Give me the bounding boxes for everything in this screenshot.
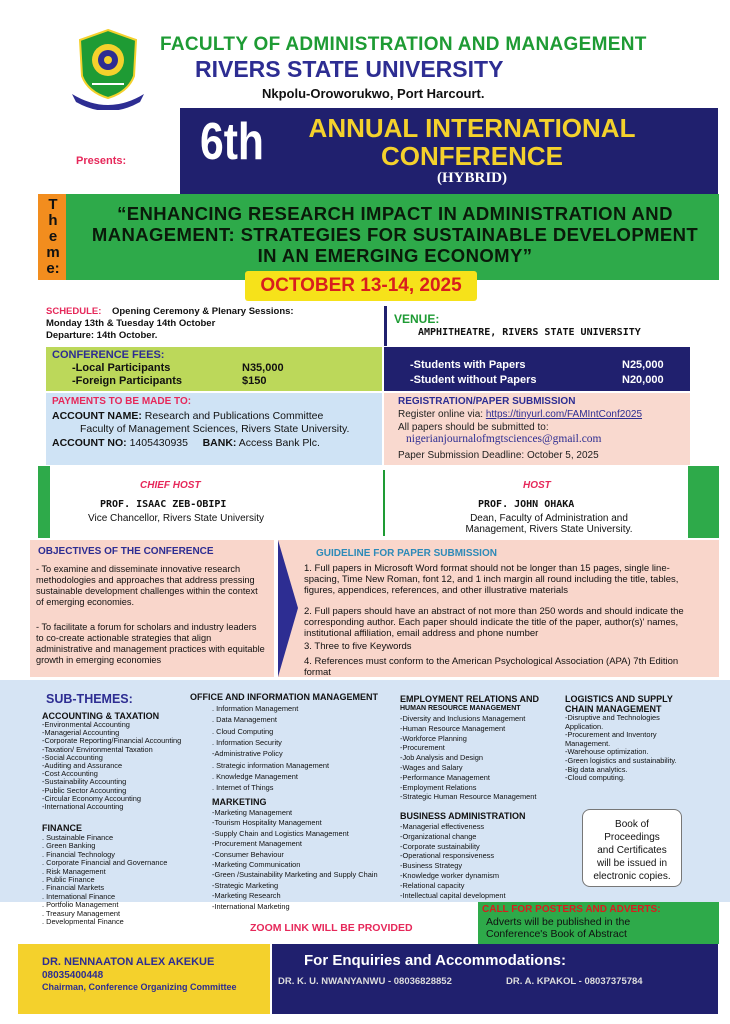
theme-text: “ENHANCING RESEARCH IMPACT IN ADMINISTRATION AND MANAGEMENT: STRATEGIES FOR SUSTAINABLE DEVELOPMENT IN AN EMERGING ECONOMY” [91,203,699,266]
subtheme-list-item: . Internet of Things [212,783,274,793]
book-line: and Certificates [597,845,667,856]
subtheme-list-item: . Data Management [212,715,277,725]
theme-letter: m [46,244,60,261]
subtheme-list-item: . Portfolio Management [42,900,119,910]
schedule-block [46,306,380,348]
subtheme-list-item: -Organizational change [400,831,477,841]
subtheme-list-item: -Social Accounting [42,752,103,762]
subtheme-list-item: -Supply Chain and Logistics Management [212,828,349,838]
subtheme-list-item: -Intellectual capital development [400,890,506,900]
enquiries-contact-2[interactable]: DR. A. KPAKOL - 08037375784 [506,976,643,987]
subtheme-list-item: -Warehouse optimization. [565,747,649,757]
conference-mode: (HYBRID) [437,170,507,186]
student-papers-label: -Students with Papers [410,359,526,371]
subtheme-employment-title: EMPLOYMENT RELATIONS AND [400,694,539,704]
presents-label: Presents: [76,155,127,167]
foreign-fee-amount: $150 [242,375,267,387]
subtheme-list-item: -Knowledge worker dynamism [400,871,499,880]
subtheme-list-item: . Cloud Computing [212,726,274,736]
hosts-left-accent [38,466,50,538]
subtheme-list-item: -Procurement and Inventory [565,730,657,740]
subtheme-list-item: -Cloud computing. [565,773,625,783]
subtheme-logistics-title: LOGISTICS AND SUPPLY [565,694,673,704]
guideline-item: 1. Full papers in Microsoft Word format should not be longer than 15 pages, single line-spacing, Time New Roman, font 12, and 1 inch margin all round including the title, tables, figures, appendices, references, and other illustrative materials [304,563,679,596]
account-name: Research and Publications Committee [144,410,324,422]
subtheme-office-title: OFFICE AND INFORMATION MANAGEMENT [190,692,378,702]
theme-letter: e: [46,260,60,277]
host-name: PROF. JOHN OHAKA [478,499,575,510]
theme-letter: T [48,196,58,213]
subtheme-list-item: -Relational capacity [400,880,465,890]
subtheme-list-item: . Strategic information Management [212,760,330,770]
host-label: HOST [523,480,551,491]
student-nopapers-label: -Student without Papers [410,374,537,386]
subtheme-list-item: -Cost Accounting [42,769,98,779]
submit-to-label: All papers should be submitted to: [398,422,549,433]
subtheme-list-item: . International Finance [42,891,116,901]
book-line: will be issued in [596,858,668,869]
subtheme-marketing-title: MARKETING [212,797,267,807]
subtheme-list-item: -Strategic Human Resource Management [400,792,537,802]
subtheme-list-item: -Procurement [400,743,445,753]
hosts-right-accent [688,466,719,538]
venue-label: VENUE: [394,312,440,326]
student-papers-amount: N25,000 [622,359,664,371]
chief-host-title: Vice Chancellor, Rivers State University [88,513,264,524]
subtheme-list-item: . Financial Markets [42,883,105,893]
subtheme-list-item: -Taxation/ Environmental Taxation [42,744,153,754]
subtheme-list-item: . Sustainable Finance [42,833,114,842]
guideline-item: 3. Three to five Keywords [304,641,412,652]
subtheme-list-item: -Marketing Management [212,808,293,817]
subtheme-list-item: -Corporate Reporting/Financial Accounting [42,736,182,746]
bank-label: BANK: [202,437,237,449]
schedule-days: Monday 13th & Tuesday 14th October [46,318,216,329]
zoom-notice: ZOOM LINK WILL BE PROVIDED [250,922,413,934]
register-online-label: Register online via: [398,409,484,420]
subtheme-list-item: -Environmental Accounting [42,720,130,729]
objective-item: - To facilitate a forum for scholars and industry leaders to co-create actionable strategies that align administrative and management practices with equitable growth in emerging economies [36,622,265,665]
guideline-label: GUIDELINE FOR PAPER SUBMISSION [316,548,497,559]
subtheme-list-item: -Human Resource Management [400,723,506,733]
submission-deadline: Paper Submission Deadline: October 5, 2025 [398,450,599,461]
account-name-label: ACCOUNT NAME: [52,410,142,422]
subtheme-list-item: -Wages and Salary [400,763,463,772]
subtheme-list-item: . Information Management [212,704,299,713]
subtheme-finance-title: FINANCE [42,823,82,833]
subtheme-list-item: -Disruptive and Technologies [565,713,660,722]
subtheme-list-item: . Public Finance [42,875,95,884]
theme-letter: h [48,212,58,229]
subtheme-list-item: -Marketing Communication [212,860,301,869]
local-fee-label: -Local Participants [72,362,171,374]
subtheme-list-item: -Managerial Accounting [42,728,120,738]
schedule-departure: Departure: 14th October. [46,330,158,341]
conference-title-line1: ANNUAL INTERNATIONAL [308,113,636,143]
subtheme-list-item: -Marketing Research [212,891,281,901]
subtheme-list-item: -Big data analytics. [565,764,628,774]
schedule-label: SCHEDULE: [46,306,102,317]
subtheme-list-item: . Developmental Finance [42,917,124,926]
call-for-adverts-line2: Conference's Book of Abstract [486,928,627,940]
subtheme-list-item: -Business Strategy [400,861,463,871]
subtheme-list-item: -Procurement Management [212,839,302,849]
guideline-item: 4. References must conform to the American Psychological Association (APA) 7th Edition format [304,656,679,678]
book-line: Proceedings [604,832,660,843]
guideline-item: 2. Full papers should have an abstract of not more than 250 words and should indicate the corresponding author. Each paper should indicate the title of the paper, author(s)' names, institutional affiliation, email address and phone number [304,606,684,639]
registration-link[interactable]: https://tinyurl.com/FAMIntConf2025 [485,409,643,420]
enquiries-contact-1[interactable]: DR. K. U. NWANYANWU - 08036828852 [278,976,452,987]
subtheme-list-item: -International Accounting [42,802,124,811]
subtheme-list-item: -Sustainability Accounting [42,777,127,787]
venue-place: AMPHITHEATRE, RIVERS STATE UNIVERSITY [418,327,641,338]
subtheme-list-item: . Treasury Management [42,908,121,918]
subtheme-list-item: -Auditing and Assurance [42,761,123,770]
subtheme-list-item: -Performance Management [400,772,490,782]
subtheme-list-item: -Corporate sustainability [400,841,480,851]
host-title: Dean, Faculty of Administration and Management, Rivers State University. [465,513,633,535]
conference-dates: OCTOBER 13-14, 2025 [245,271,477,301]
registration-label: REGISTRATION/PAPER SUBMISSION [398,396,576,407]
schedule-opening: Opening Ceremony & Plenary Sessions: [111,306,294,317]
subtheme-list-item: -Operational responsiveness [400,851,495,861]
subtheme-list-item: . Knowledge Management [212,771,298,781]
book-line: electronic copies. [593,871,671,882]
book-of-proceedings-text [584,818,680,883]
subtheme-list-item: -Tourism Hospitality Management [212,818,322,828]
submission-email[interactable]: nigerianjournalofmgtsciences@gmail.com [406,433,602,445]
subtheme-list-item: Management. [565,738,611,748]
enquiries-title: For Enquiries and Accommodations: [304,952,566,969]
call-for-adverts-title: CALL FOR POSTERS AND ADVERTS: [482,904,661,915]
subtheme-list-item: -Job Analysis and Design [400,753,483,763]
university-logo [62,26,154,110]
subtheme-logistics-title2: CHAIN MANAGEMENT [565,704,662,714]
subtheme-list-item: Application. [565,721,604,731]
account-no: 1405430935 [129,437,188,449]
subtheme-business-title: BUSINESS ADMINISTRATION [400,811,526,821]
subtheme-list-item: -International Marketing [212,901,290,911]
subtheme-list-item: -Circular Economy Accounting [42,793,141,803]
subtheme-list-item: -Diversity and Inclusions Management [400,714,526,723]
account-no-label: ACCOUNT NO: [52,437,127,449]
book-line: Book of [615,819,649,830]
fees-label: CONFERENCE FEES: [52,349,165,361]
faculty-name: FACULTY OF ADMINISTRATION AND MANAGEMENT [160,34,647,55]
conference-ordinal: 6th [200,113,264,171]
chairman-name: DR. NENNAATON ALEX AKEKUE [42,956,215,968]
subthemes-label: SUB-THEMES: [46,692,133,706]
university-name: RIVERS STATE UNIVERSITY [195,56,504,82]
chief-host-name: PROF. ISAAC ZEB-OBIPI [100,499,227,510]
guideline-arrow [278,540,298,677]
subtheme-list-item: -Workforce Planning [400,733,467,743]
objectives-label: OBJECTIVES OF THE CONFERENCE [38,546,214,557]
foreign-fee-label: -Foreign Participants [72,375,183,387]
local-fee-amount: N35,000 [242,362,284,374]
subtheme-list-item: -Green logistics and sustainability. [565,756,677,765]
subtheme-list-item: -Green /Sustainability Marketing and Supply Chain [212,870,378,880]
subtheme-list-item: . Green Banking [42,841,96,851]
subtheme-accounting-title: ACCOUNTING & TAXATION [42,711,160,721]
subtheme-list-item: -Managerial effectiveness [400,822,485,831]
chief-host-label: CHIEF HOST [140,480,201,491]
account-name-line2: Faculty of Management Sciences, Rivers State University. [80,423,350,435]
subtheme-list-item: . Corporate Financial and Governance [42,858,168,868]
subtheme-list-item: -Consumer Behaviour [212,849,284,859]
payment-label: PAYMENTS TO BE MADE TO: [52,396,192,407]
chairman-role: Chairman, Conference Organizing Committee [42,982,237,992]
hosts-divider [383,470,385,536]
subtheme-list-item: -Administrative Policy [212,749,283,759]
objective-item: - To examine and disseminate innovative research methodologies and approaches that address pressing sustainable development challenges within the context of emerging economies. [36,564,258,607]
subtheme-list-item: . Financial Technology [42,849,115,859]
student-nopapers-amount: N20,000 [622,374,664,386]
chairman-phone[interactable]: 08035400448 [42,970,104,981]
theme-letter: e [48,228,58,245]
subtheme-list-item: -Strategic Marketing [212,880,279,890]
call-for-adverts-line1: Adverts will be published in the [486,916,631,928]
subtheme-list-item: -Public Sector Accounting [42,785,127,795]
subtheme-employment-title2: HUMAN RESOURCE MANAGEMENT [400,705,521,712]
subtheme-list-item: -Employment Relations [400,782,477,792]
subtheme-list-item: . Risk Management [42,866,106,876]
conference-title-line2: CONFERENCE [380,141,563,171]
subtheme-list-item: . Information Security [212,737,282,747]
bank-name: Access Bank Plc. [238,437,320,449]
location: Nkpolu-Oroworukwo, Port Harcourt. [262,86,485,101]
